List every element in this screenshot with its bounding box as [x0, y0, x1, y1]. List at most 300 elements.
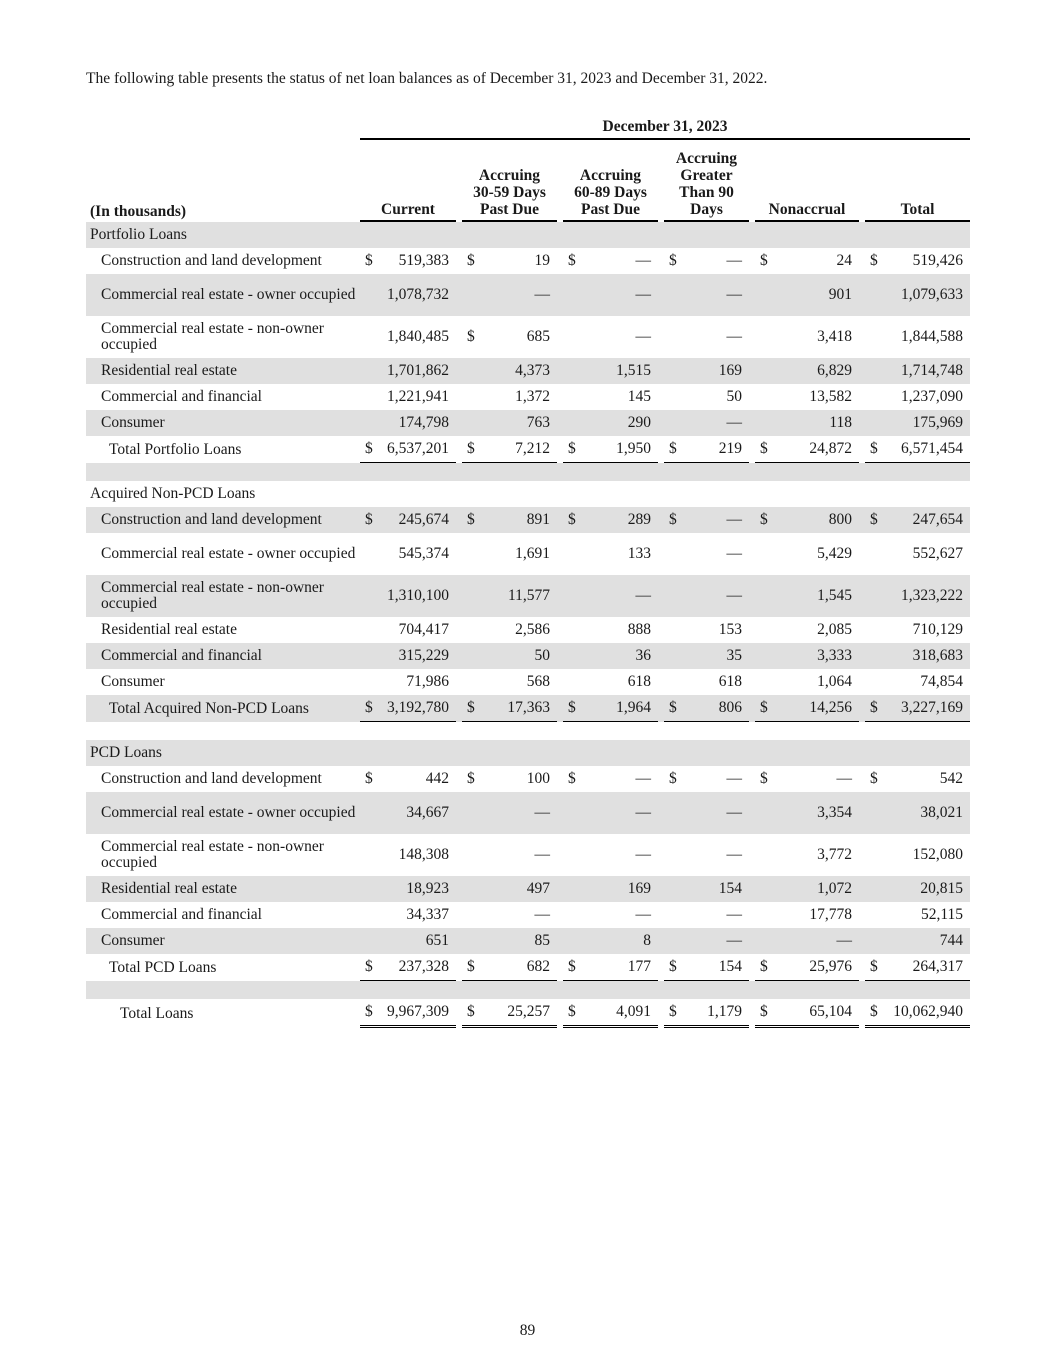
value-text: 2,085 — [817, 621, 852, 638]
cell-value — [755, 316, 859, 358]
cell-value — [360, 410, 456, 436]
cell-value — [563, 669, 658, 695]
value-text: 1,840,485 — [387, 328, 449, 345]
table-row — [86, 617, 970, 643]
row-label: Residential real estate — [86, 358, 360, 384]
row-label — [86, 463, 360, 481]
cell-value — [360, 533, 456, 575]
value-text: — — [726, 587, 742, 604]
currency-symbol: $ — [467, 770, 475, 787]
currency-symbol: $ — [669, 770, 677, 787]
currency-symbol: $ — [669, 958, 677, 975]
value-text: 1,950 — [616, 440, 651, 457]
cell-value — [563, 695, 658, 722]
cell-value — [360, 834, 456, 876]
cell-value — [664, 695, 749, 722]
value-text: 1,964 — [616, 699, 651, 716]
value-text: 148,308 — [398, 846, 449, 863]
value-text: 4,373 — [515, 362, 550, 379]
value-text: 497 — [526, 880, 550, 897]
value-text: 1,691 — [515, 545, 550, 562]
table-row — [86, 358, 970, 384]
row-label — [86, 981, 360, 999]
currency-symbol: $ — [760, 958, 768, 975]
cell-value — [563, 316, 658, 358]
currency-symbol: $ — [669, 252, 677, 269]
value-text: — — [836, 770, 852, 787]
value-text: 800 — [828, 511, 852, 528]
value-text: 38,021 — [920, 804, 964, 821]
section-title: PCD Loans — [86, 740, 360, 766]
value-text: 17,778 — [809, 906, 852, 923]
cell-value — [755, 766, 859, 792]
currency-symbol: $ — [467, 252, 475, 269]
value-text: — — [726, 511, 742, 528]
value-text: 7,212 — [515, 440, 550, 457]
value-text: 25,976 — [809, 958, 852, 975]
cell-value — [664, 834, 749, 876]
cell-value — [462, 617, 557, 643]
cell-value — [755, 928, 859, 954]
cell-value — [563, 248, 658, 274]
value-text: 704,417 — [398, 621, 449, 638]
cell-value — [563, 902, 658, 928]
value-text: 744 — [939, 932, 964, 949]
value-text: — — [635, 770, 651, 787]
currency-symbol: $ — [870, 440, 878, 457]
grand-total-row — [86, 999, 970, 1028]
cell-value — [563, 617, 658, 643]
table-row — [86, 643, 970, 669]
row-label: Residential real estate — [101, 620, 237, 638]
table-row — [86, 766, 970, 792]
value-text: 50 — [726, 388, 742, 405]
value-text: — — [726, 252, 742, 269]
value-text: 264,317 — [912, 958, 964, 975]
cell-value — [755, 695, 859, 722]
row-label: Construction and land development — [101, 769, 322, 787]
cell-value — [360, 876, 456, 902]
value-text: 1,079,633 — [901, 286, 964, 303]
cell-value — [865, 928, 970, 954]
value-text: 153 — [718, 621, 742, 638]
cell-value — [462, 954, 557, 981]
cell-value — [462, 384, 557, 410]
value-text: 6,571,454 — [901, 440, 964, 457]
value-text: 85 — [534, 932, 550, 949]
total-label: Total PCD Loans — [109, 958, 217, 976]
cell-value — [360, 695, 456, 722]
cell-value — [462, 792, 557, 834]
cell-value — [360, 792, 456, 834]
page-number: 89 — [519, 1322, 536, 1339]
cell-value — [360, 274, 456, 316]
cell-value — [755, 248, 859, 274]
row-label: Commercial real estate - non-owner occupied — [101, 837, 324, 871]
value-text: 10,062,940 — [893, 1003, 964, 1020]
section-header — [86, 481, 970, 507]
cell-value — [755, 274, 859, 316]
currency-symbol: $ — [568, 511, 576, 528]
value-text: 3,227,169 — [901, 699, 964, 716]
cell-value — [462, 575, 557, 617]
value-text: 891 — [526, 511, 550, 528]
value-text: 154 — [718, 958, 742, 975]
cell-value — [865, 792, 970, 834]
cell-value — [664, 999, 749, 1028]
value-text: 1,515 — [616, 362, 651, 379]
value-text: 17,363 — [507, 699, 550, 716]
value-text: 519,426 — [912, 252, 964, 269]
currency-symbol: $ — [760, 252, 768, 269]
loan-status-table — [86, 112, 970, 1028]
value-text: 442 — [425, 770, 449, 787]
cell-value — [755, 533, 859, 575]
cell-value — [563, 643, 658, 669]
cell-value — [664, 954, 749, 981]
cell-value — [664, 507, 749, 533]
cell-value — [563, 274, 658, 316]
total-label: Total Portfolio Loans — [109, 440, 242, 458]
cell-value — [755, 669, 859, 695]
cell-value — [664, 384, 749, 410]
value-text: — — [534, 906, 550, 923]
currency-symbol: $ — [365, 440, 373, 457]
value-text: — — [534, 804, 550, 821]
value-text: — — [635, 587, 651, 604]
value-text: 710,129 — [912, 621, 964, 638]
cell-value — [462, 643, 557, 669]
value-text: 3,192,780 — [387, 699, 449, 716]
value-text: — — [635, 286, 651, 303]
cell-value — [462, 316, 557, 358]
value-text: 682 — [526, 958, 550, 975]
value-text: 1,078,732 — [387, 286, 449, 303]
column-header-label: (In thousands) — [90, 203, 187, 220]
currency-symbol: $ — [870, 252, 878, 269]
currency-symbol: $ — [870, 1003, 878, 1020]
value-text: — — [836, 932, 852, 949]
value-text: — — [726, 328, 742, 345]
table-row — [86, 928, 970, 954]
value-text: — — [534, 286, 550, 303]
cell-value — [563, 436, 658, 463]
currency-symbol: $ — [568, 440, 576, 457]
column-header-accruing-60-89: Accruing 60-89 Days Past Due — [563, 140, 658, 222]
cell-value — [755, 384, 859, 410]
value-text: 289 — [627, 511, 651, 528]
cell-value — [664, 617, 749, 643]
cell-value — [664, 358, 749, 384]
value-text: 1,323,222 — [901, 587, 964, 604]
cell-value — [462, 507, 557, 533]
value-text: 651 — [425, 932, 449, 949]
currency-symbol: $ — [365, 252, 373, 269]
cell-value — [755, 792, 859, 834]
value-text: 5,429 — [817, 545, 852, 562]
value-text: 1,064 — [817, 673, 852, 690]
value-text: — — [635, 906, 651, 923]
spacer-row — [86, 463, 970, 481]
value-text: 618 — [718, 673, 742, 690]
value-text: 177 — [627, 958, 651, 975]
value-text: 18,923 — [406, 880, 449, 897]
value-text: 1,072 — [817, 880, 852, 897]
row-label: Commercial and financial — [101, 387, 262, 405]
cell-value — [664, 436, 749, 463]
cell-value — [755, 575, 859, 617]
currency-symbol: $ — [467, 1003, 475, 1020]
value-text: 806 — [718, 699, 742, 716]
cell-value — [865, 834, 970, 876]
value-text: 247,654 — [912, 511, 964, 528]
cell-value — [664, 876, 749, 902]
value-text: — — [726, 545, 742, 562]
row-label: Commercial real estate - owner occupied — [86, 792, 360, 834]
row-label: Commercial real estate - non-owner occupied — [101, 319, 324, 353]
row-label — [86, 722, 360, 740]
currency-symbol: $ — [568, 958, 576, 975]
value-text: 20,815 — [920, 880, 964, 897]
cell-value — [755, 954, 859, 981]
value-text: 1,372 — [515, 388, 550, 405]
cell-value — [462, 928, 557, 954]
currency-symbol: $ — [669, 511, 677, 528]
cell-value — [865, 954, 970, 981]
value-text: — — [726, 804, 742, 821]
currency-symbol: $ — [365, 958, 373, 975]
row-label: Construction and land development — [101, 251, 322, 269]
value-text: 8 — [643, 932, 651, 949]
value-text: 118 — [829, 414, 852, 431]
column-header-total: Total — [865, 140, 970, 222]
currency-symbol: $ — [760, 511, 768, 528]
currency-symbol: $ — [760, 440, 768, 457]
cell-value — [563, 928, 658, 954]
value-text: 315,229 — [398, 647, 449, 664]
currency-symbol: $ — [669, 1003, 677, 1020]
row-label: Residential real estate — [86, 876, 360, 902]
value-text: 100 — [526, 770, 550, 787]
cell-value — [563, 834, 658, 876]
section-total-row — [86, 436, 970, 463]
cell-value — [664, 928, 749, 954]
value-text: 3,354 — [817, 804, 852, 821]
section-title: Portfolio Loans — [86, 222, 360, 248]
value-text: 34,337 — [406, 906, 449, 923]
value-text: — — [635, 252, 651, 269]
cell-value — [664, 902, 749, 928]
cell-value — [360, 617, 456, 643]
value-text: 552,627 — [912, 545, 964, 562]
cell-value — [755, 902, 859, 928]
value-text: — — [635, 804, 651, 821]
value-text: — — [534, 846, 550, 863]
table-row — [86, 248, 970, 274]
currency-symbol: $ — [568, 252, 576, 269]
cell-value — [462, 274, 557, 316]
value-text: 1,179 — [707, 1003, 742, 1020]
cell-value — [563, 876, 658, 902]
cell-value — [755, 507, 859, 533]
cell-value — [563, 384, 658, 410]
cell-value — [462, 876, 557, 902]
cell-value — [865, 384, 970, 410]
value-text: 6,829 — [817, 362, 852, 379]
cell-value — [360, 384, 456, 410]
value-text: 145 — [627, 388, 651, 405]
value-text: 2,586 — [515, 621, 550, 638]
table-row — [86, 384, 970, 410]
cell-value — [360, 507, 456, 533]
currency-symbol: $ — [870, 699, 878, 716]
cell-value — [360, 928, 456, 954]
value-text: 169 — [718, 362, 742, 379]
cell-value — [360, 999, 456, 1028]
value-text: 36 — [635, 647, 651, 664]
cell-value — [563, 410, 658, 436]
value-text: 1,545 — [817, 587, 852, 604]
column-header-current: Current — [360, 140, 456, 222]
currency-symbol: $ — [568, 1003, 576, 1020]
cell-value — [664, 316, 749, 358]
currency-symbol: $ — [870, 511, 878, 528]
column-header-accruing-90-plus: Accruing Greater Than 90 Days — [664, 140, 749, 222]
cell-value — [462, 695, 557, 722]
cell-value — [360, 643, 456, 669]
cell-value — [865, 274, 970, 316]
currency-symbol: $ — [365, 770, 373, 787]
cell-value — [462, 248, 557, 274]
cell-value — [664, 643, 749, 669]
table-row — [86, 792, 970, 834]
value-text: 545,374 — [398, 545, 449, 562]
cell-value — [563, 358, 658, 384]
currency-symbol: $ — [467, 699, 475, 716]
cell-value — [360, 669, 456, 695]
section-header — [86, 740, 970, 766]
value-text: 1,714,748 — [901, 362, 964, 379]
row-label: Consumer — [86, 410, 360, 436]
cell-value — [865, 507, 970, 533]
cell-value — [755, 643, 859, 669]
cell-value — [563, 533, 658, 575]
cell-value — [865, 358, 970, 384]
value-text: — — [726, 286, 742, 303]
cell-value — [664, 669, 749, 695]
value-text: 1,237,090 — [901, 388, 964, 405]
section-title: Acquired Non-PCD Loans — [90, 485, 256, 502]
value-text: 1,310,100 — [387, 587, 449, 604]
cell-value — [462, 533, 557, 575]
table-row — [86, 876, 970, 902]
row-label: Consumer — [86, 928, 360, 954]
value-text: 152,080 — [912, 846, 964, 863]
value-text: — — [726, 846, 742, 863]
value-text: 11,577 — [507, 587, 550, 604]
value-text: 14,256 — [809, 699, 852, 716]
value-text: 1,701,862 — [387, 362, 449, 379]
value-text: 65,104 — [809, 1003, 852, 1020]
cell-value — [664, 410, 749, 436]
value-text: 25,257 — [507, 1003, 550, 1020]
value-text: 519,383 — [398, 252, 449, 269]
value-text: 133 — [627, 545, 651, 562]
currency-symbol: $ — [467, 440, 475, 457]
currency-symbol: $ — [760, 699, 768, 716]
cell-value — [755, 876, 859, 902]
value-text: 618 — [627, 673, 651, 690]
cell-value — [664, 533, 749, 575]
cell-value — [563, 575, 658, 617]
table-row — [86, 410, 970, 436]
spacer-row — [86, 981, 970, 999]
cell-value — [865, 695, 970, 722]
cell-value — [865, 617, 970, 643]
value-text: — — [635, 328, 651, 345]
table-row — [86, 834, 970, 876]
cell-value — [865, 643, 970, 669]
cell-value — [865, 766, 970, 792]
value-text: 19 — [534, 252, 550, 269]
value-text: — — [635, 846, 651, 863]
table-row — [86, 316, 970, 358]
value-text: 24 — [836, 252, 852, 269]
currency-symbol: $ — [669, 440, 677, 457]
currency-symbol: $ — [467, 958, 475, 975]
value-text: 13,582 — [809, 388, 852, 405]
cell-value — [563, 507, 658, 533]
row-label: Commercial real estate - non-owner occupied — [86, 575, 360, 617]
currency-symbol: $ — [365, 1003, 373, 1020]
cell-value — [865, 575, 970, 617]
cell-value — [664, 792, 749, 834]
column-header-nonaccrual: Nonaccrual — [755, 140, 859, 222]
cell-value — [755, 834, 859, 876]
value-text: 154 — [718, 880, 742, 897]
value-text: 237,328 — [398, 958, 449, 975]
cell-value — [462, 999, 557, 1028]
value-text: 74,854 — [920, 673, 964, 690]
cell-value — [865, 902, 970, 928]
cell-value — [462, 410, 557, 436]
value-text: 6,537,201 — [387, 440, 449, 457]
table-row — [86, 669, 970, 695]
value-text: 1,221,941 — [387, 388, 449, 405]
table-row — [86, 533, 970, 575]
value-text: — — [726, 906, 742, 923]
cell-value — [865, 876, 970, 902]
value-text: 901 — [828, 286, 852, 303]
cell-value — [755, 410, 859, 436]
value-text: 9,967,309 — [387, 1003, 449, 1020]
cell-value — [865, 410, 970, 436]
cell-value — [755, 436, 859, 463]
value-text: 3,418 — [817, 328, 852, 345]
value-text: 290 — [627, 414, 651, 431]
row-label: Consumer — [101, 672, 165, 690]
value-text: 685 — [526, 328, 550, 345]
row-label: Commercial and financial — [86, 643, 360, 669]
cell-value — [360, 436, 456, 463]
value-text: — — [726, 414, 742, 431]
table-row — [86, 575, 970, 617]
currency-symbol: $ — [365, 511, 373, 528]
grand-total-label: Total Loans — [120, 1004, 194, 1022]
cell-value — [360, 358, 456, 384]
table-row — [86, 902, 970, 928]
cell-value — [360, 316, 456, 358]
